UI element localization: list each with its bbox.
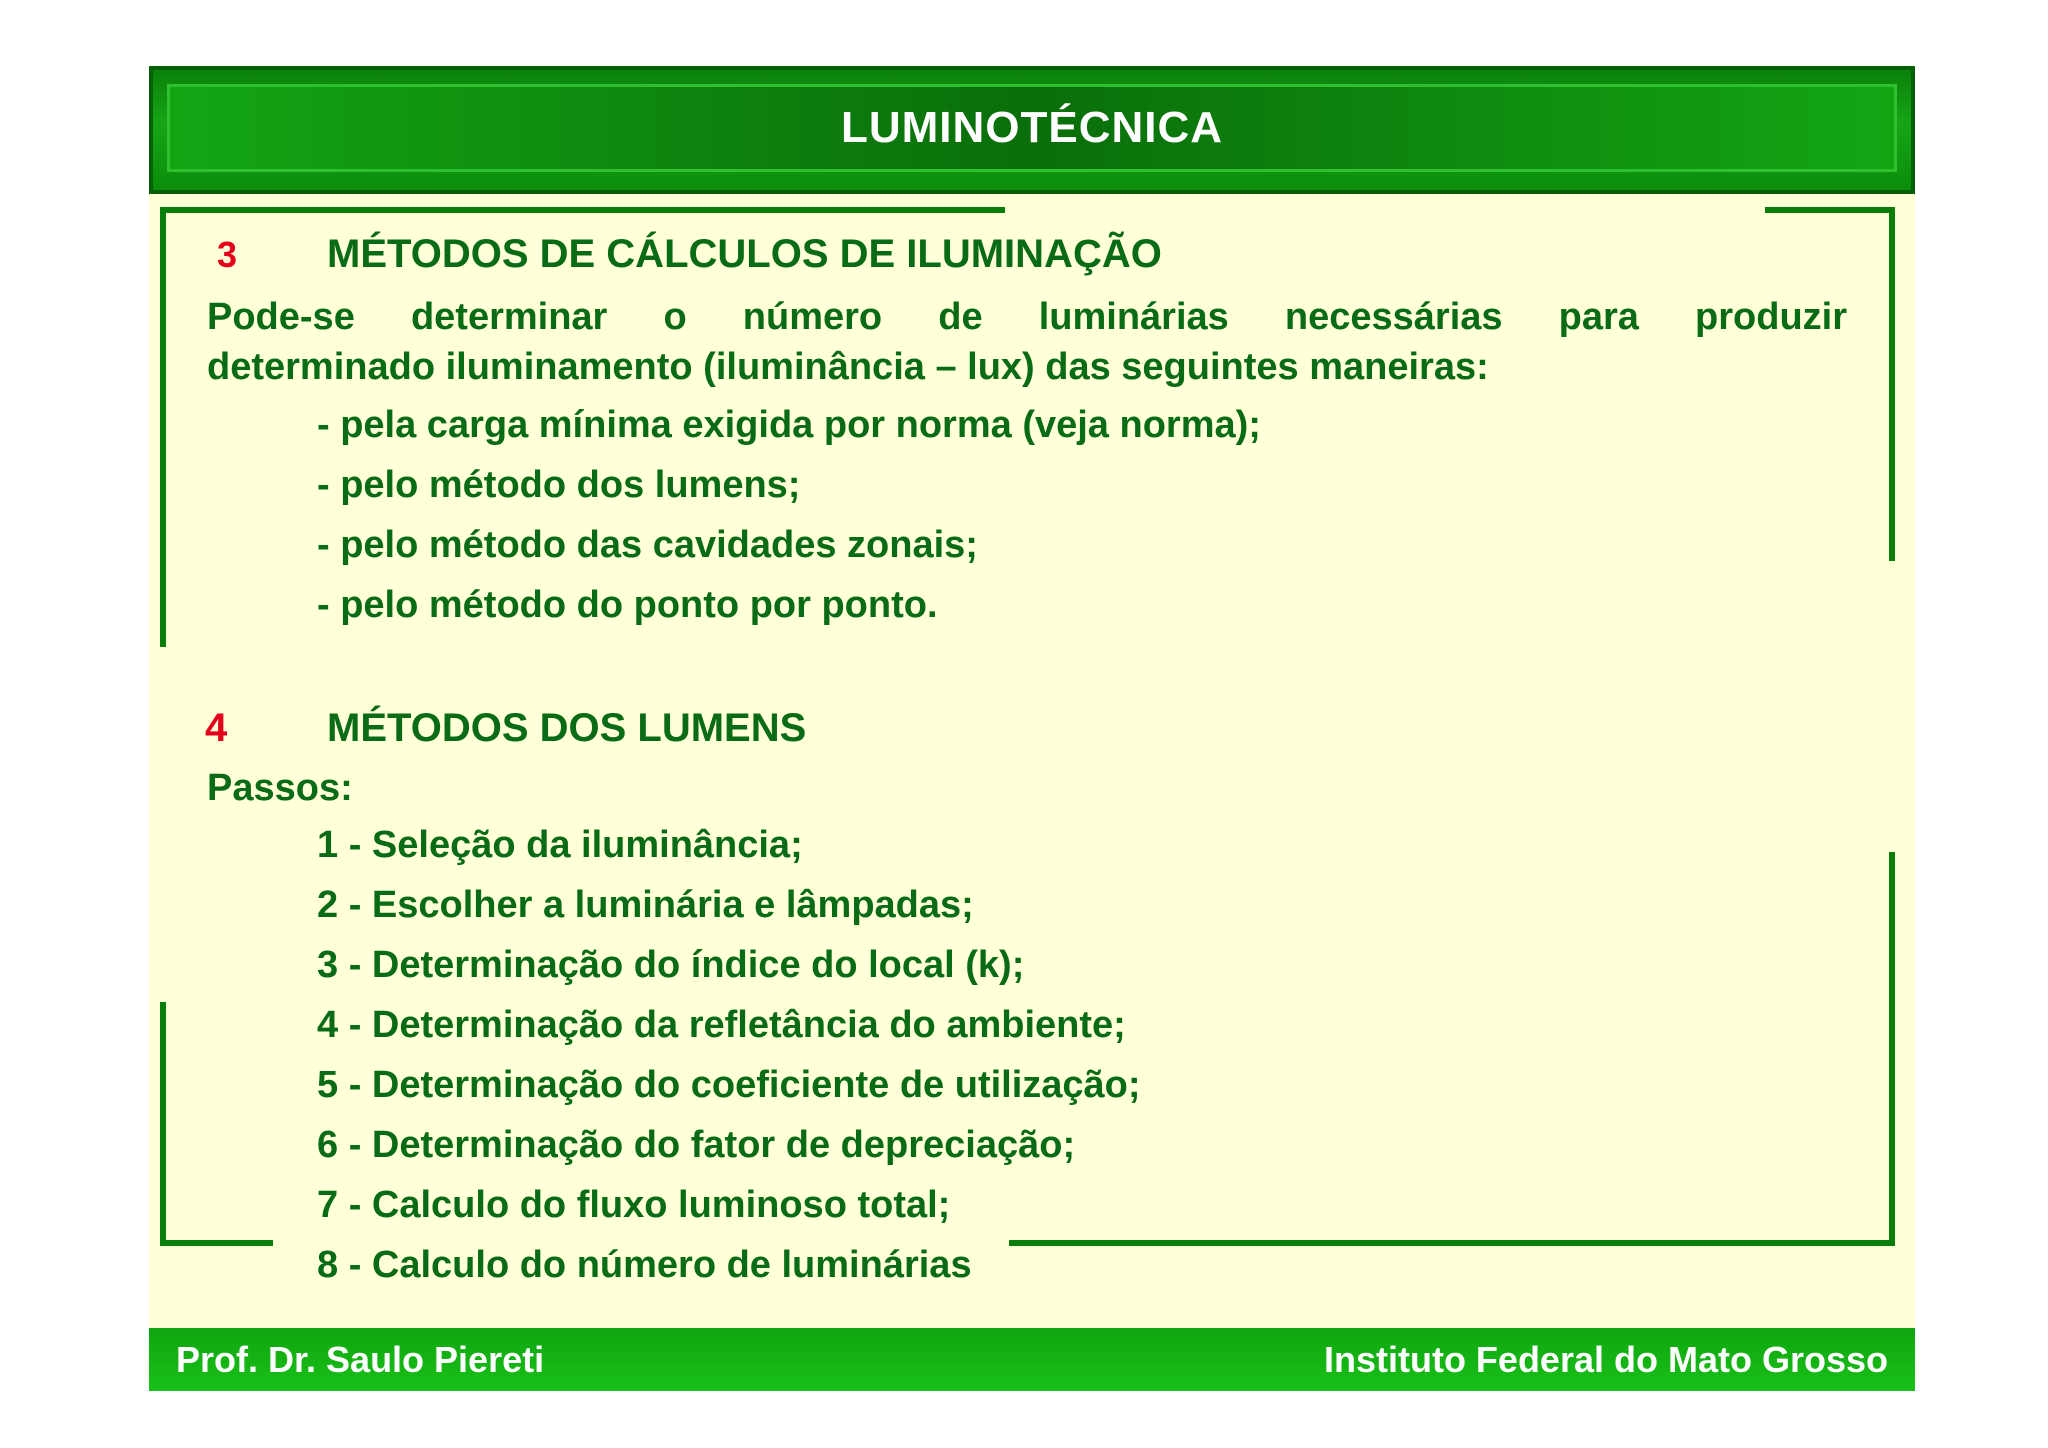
footer-author: Prof. Dr. Saulo Piereti [176,1338,545,1380]
section-3-item-4: - pelo método do ponto por ponto. [317,584,938,626]
section-3-item-2: - pelo método dos lumens; [317,464,801,506]
section-4-title: MÉTODOS DOS LUMENS [327,706,807,750]
section-4-subtitle: Passos: [207,767,353,809]
section-4-step-4: 4 - Determinação da refletância do ambiente; [317,1004,1126,1046]
slide [149,66,1915,1391]
section-3-item-3: - pelo método das cavidades zonais; [317,524,978,566]
section-4-step-8: 8 - Calculo do número de luminárias [317,1244,972,1286]
slide-footer [149,1328,1915,1391]
section-4-step-5: 5 - Determinação do coeficiente de utilização; [317,1064,1141,1106]
slide-title: LUMINOTÉCNICA [840,103,1224,152]
footer-institution: Instituto Federal do Mato Grosso [1323,1338,1888,1380]
section-3-item-1: - pela carga mínima exigida por norma (veja norma); [317,404,1261,446]
section-3-intro-line-1: Pode-se determinar o número de luminárias necessárias para produzir [207,296,1847,338]
section-4-step-3: 3 - Determinação do índice do local (k); [317,944,1025,986]
section-4-step-2: 2 - Escolher a luminária e lâmpadas; [317,884,974,926]
slide-content [149,66,1915,1391]
section-4-step-1: 1 - Seleção da iluminância; [317,824,803,866]
section-3-title: MÉTODOS DE CÁLCULOS DE ILUMINAÇÃO [327,232,1162,276]
section-4-step-7: 7 - Calculo do fluxo luminoso total; [317,1184,951,1226]
section-4-number: 4 [205,706,228,750]
section-3-number: 3 [217,234,238,275]
section-3-intro-line-2: determinado iluminamento (iluminância – lux) das seguintes maneiras: [207,346,1489,388]
section-4-step-6: 6 - Determinação do fator de depreciação; [317,1124,1076,1166]
